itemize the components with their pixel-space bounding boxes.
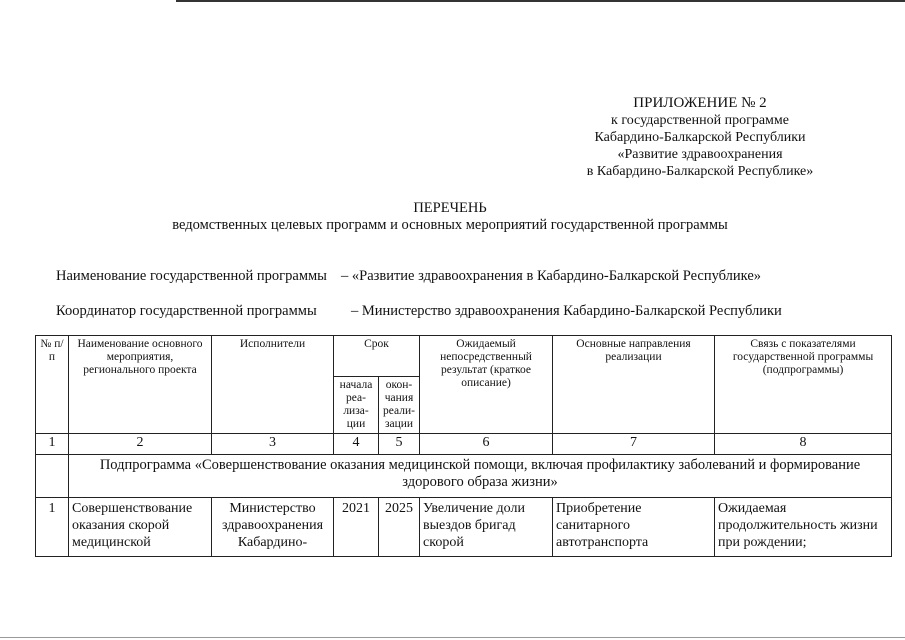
appendix-title: ПРИЛОЖЕНИЕ № 2 <box>633 95 767 111</box>
header-directions: Основные направления реализации <box>553 336 715 434</box>
subprogram-empty-cell <box>36 455 69 498</box>
document-subtitle: ведомственных целевых программ и основных мероприятий государственной программы <box>172 217 728 233</box>
scan-edge-bottom <box>0 637 905 638</box>
column-number: 1 <box>36 434 69 455</box>
appendix-line: Кабардино-Балкарской Республики <box>594 130 806 145</box>
subprogram-title: Подпрограмма «Совершенствование оказания медицинской помощи, включая профилактику заболеваний и формирование здорового образа жизни» <box>69 455 892 498</box>
table-row <box>36 498 892 557</box>
header-num: № п/п <box>36 336 69 434</box>
scan-edge-top <box>176 0 905 2</box>
column-number: 7 <box>553 434 715 455</box>
appendix-block <box>560 95 840 180</box>
column-number: 8 <box>715 434 892 455</box>
subprogram-row <box>36 455 892 498</box>
row-end: 2025 <box>379 498 420 557</box>
header-end: окон-чания реали-зации <box>379 377 420 434</box>
document-heading <box>100 200 800 234</box>
program-coordinator-value: – Министерство здравоохранения Кабардино-Балкарской Республики <box>351 303 782 319</box>
program-name-value: – «Развитие здравоохранения в Кабардино-Балкарской Республике» <box>341 268 762 284</box>
column-number: 2 <box>69 434 212 455</box>
column-number: 4 <box>334 434 379 455</box>
program-coordinator-label: Координатор государственной программы <box>56 303 317 319</box>
programs-table <box>35 335 892 557</box>
column-number: 3 <box>212 434 334 455</box>
header-executors: Исполнители <box>212 336 334 434</box>
appendix-line: к государственной программе <box>611 113 789 128</box>
appendix-line: в Кабардино-Балкарской Республике» <box>586 164 814 179</box>
header-name: Наименование основного мероприятия, регионального проекта <box>69 336 212 434</box>
column-number: 6 <box>420 434 553 455</box>
row-num: 1 <box>36 498 69 557</box>
program-name-line <box>56 268 762 285</box>
appendix-line: «Развитие здравоохранения <box>617 147 783 162</box>
column-number: 5 <box>379 434 420 455</box>
header-term: Срок <box>334 336 420 377</box>
table-header-row <box>36 336 892 377</box>
document-title: ПЕРЕЧЕНЬ <box>413 200 487 216</box>
row-name: Совершенствование оказания скорой медицинской <box>69 498 212 557</box>
row-executors: Министерство здравоохранения Кабардино- <box>212 498 334 557</box>
header-result: Ожидаемый непосредственный результат (краткое описание) <box>420 336 553 434</box>
row-link: Ожидаемая продолжительность жизни при рождении; <box>715 498 892 557</box>
header-link: Связь с показателями государственной программы (подпрограммы) <box>715 336 892 434</box>
row-result: Увеличение доли выездов бригад скорой <box>420 498 553 557</box>
program-name-label: Наименование государственной программы <box>56 268 327 284</box>
header-start: начала реа-лиза-ции <box>334 377 379 434</box>
program-coordinator-line <box>56 303 782 320</box>
row-directions: Приобретение санитарного автотранспорта <box>553 498 715 557</box>
column-numbers-row <box>36 434 892 455</box>
row-start: 2021 <box>334 498 379 557</box>
